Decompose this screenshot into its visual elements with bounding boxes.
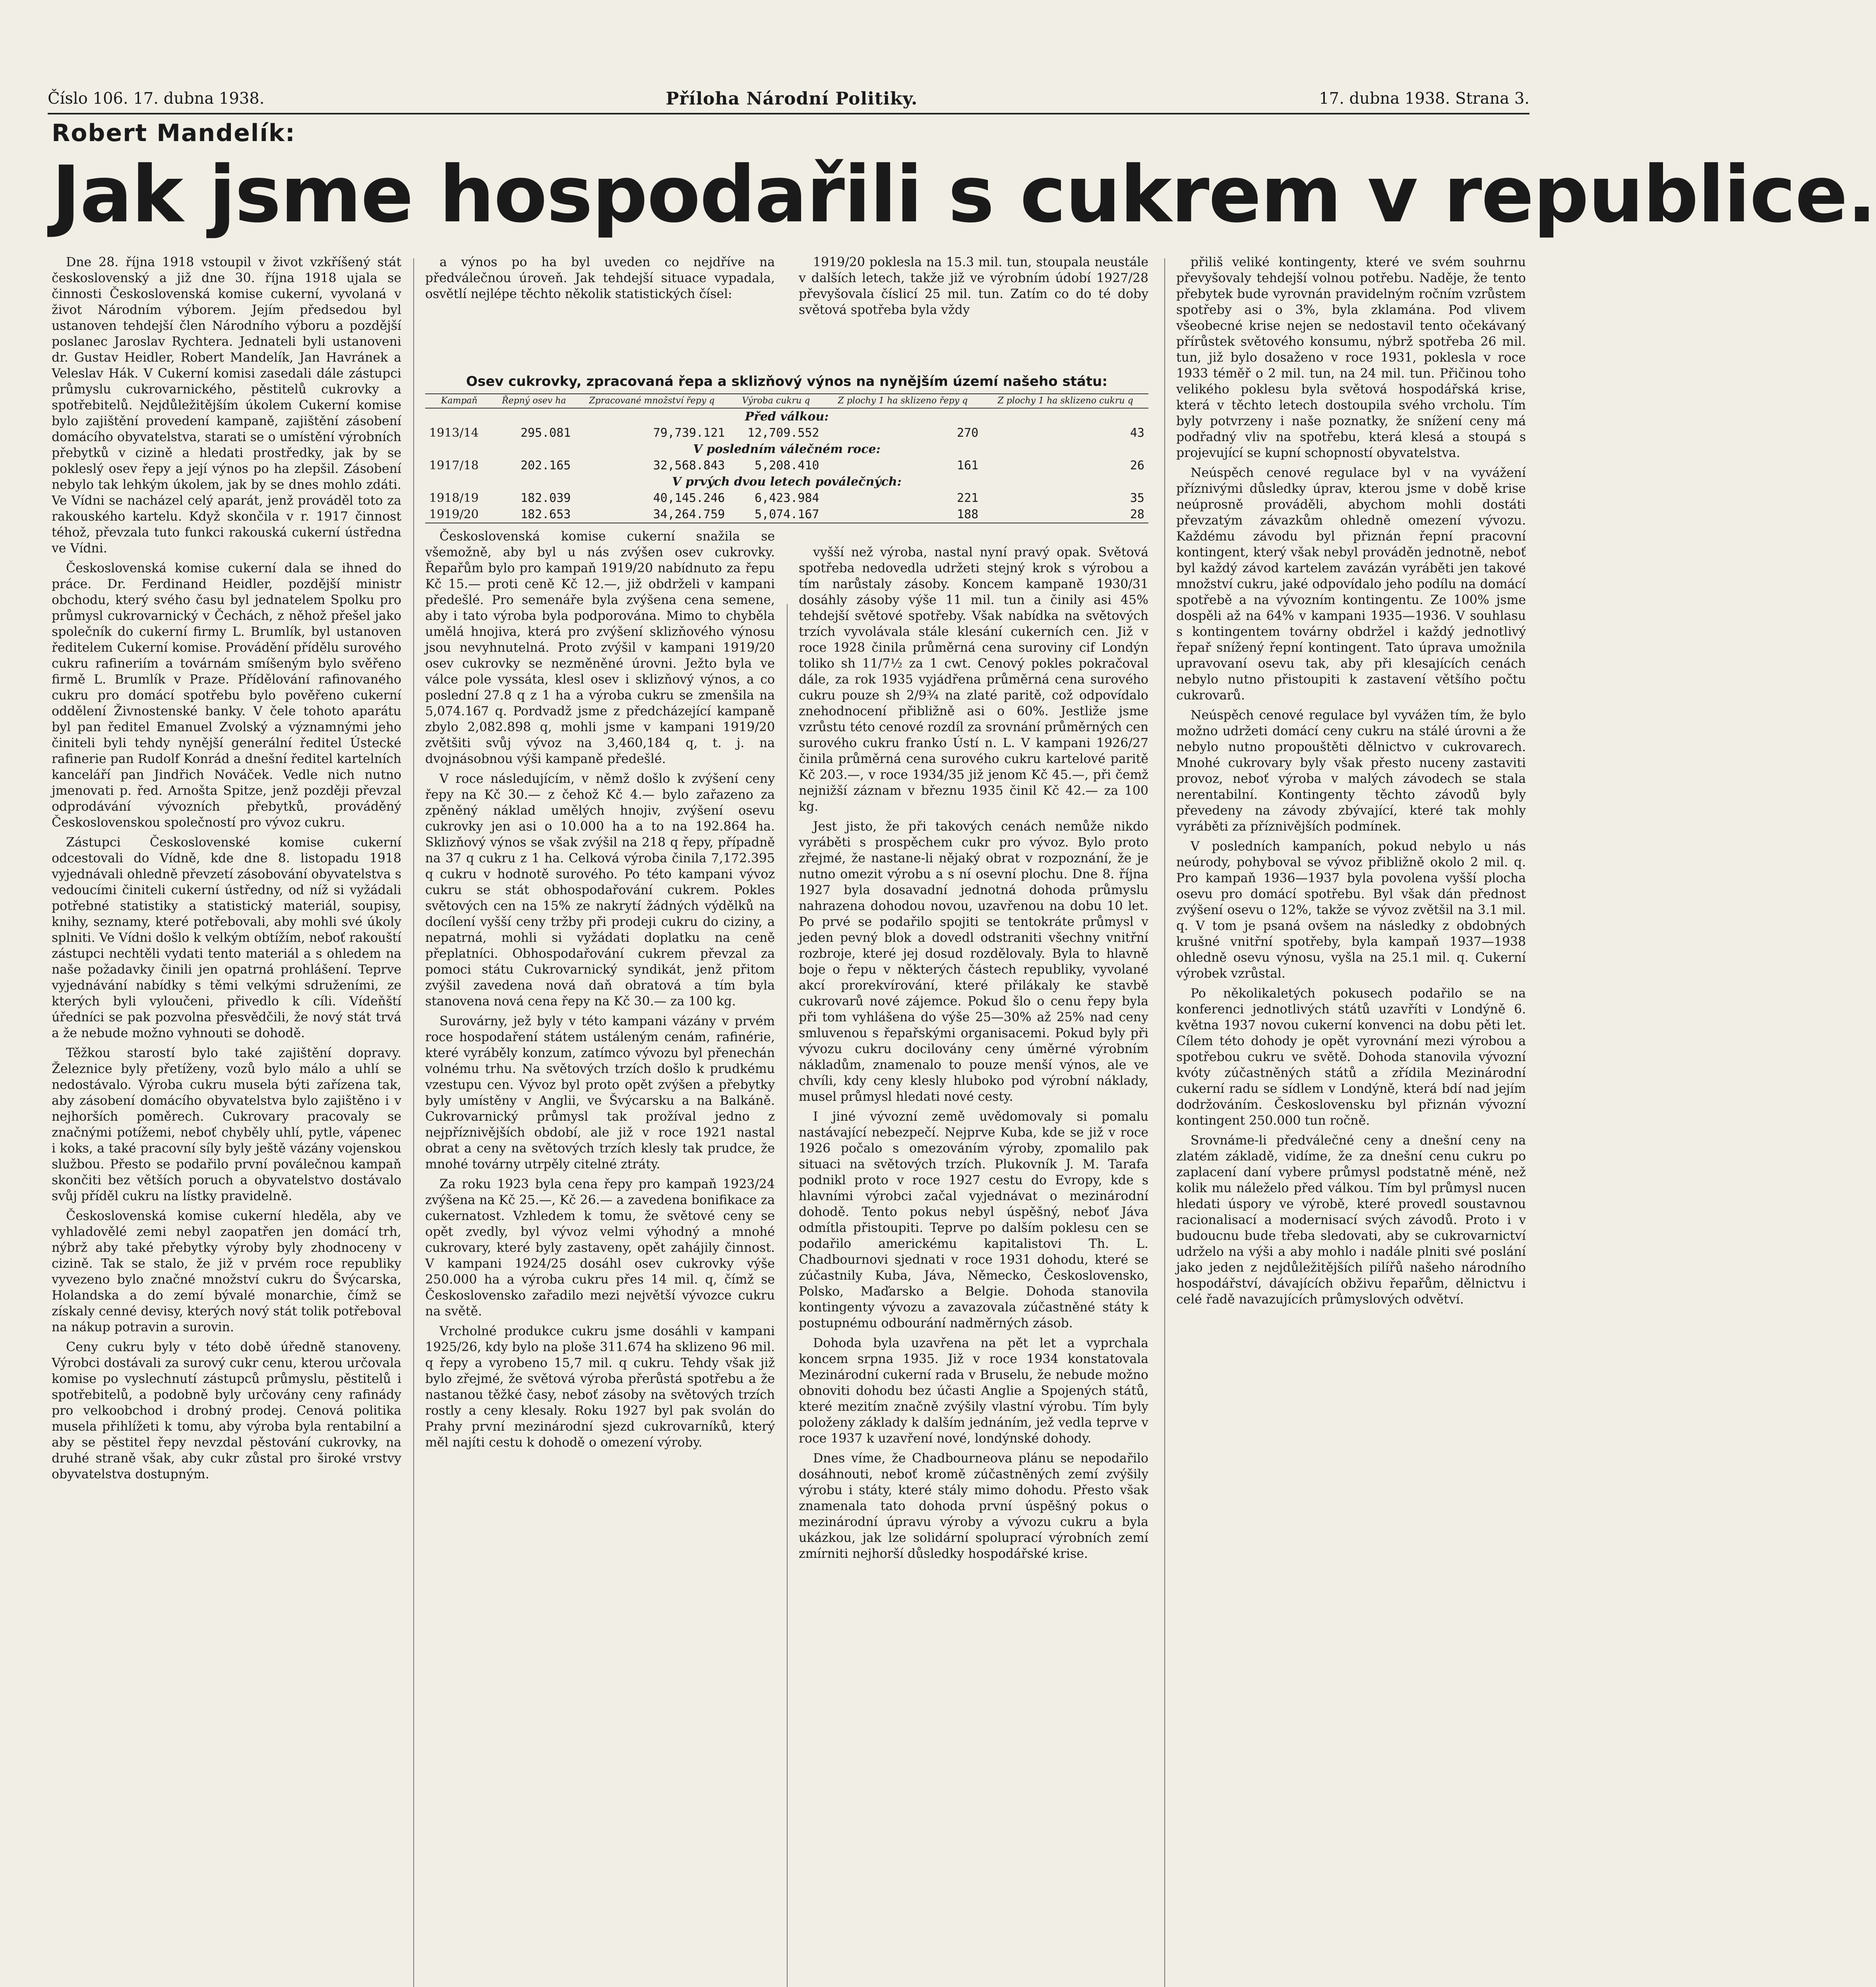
- column-divider: [413, 258, 414, 1987]
- cell-cukr: 5,074.167: [729, 506, 823, 523]
- article-headline: Jak jsme hospodařili s cukrem v republice.: [52, 149, 1876, 240]
- section-label: Před válkou:: [745, 410, 829, 424]
- cell-repa-ha: 270: [957, 426, 979, 440]
- cell-osev: 202.165: [520, 459, 571, 473]
- text-column-1: [52, 254, 401, 1987]
- cell-year: 1918/19: [429, 491, 479, 505]
- table-section-row: [425, 441, 1148, 457]
- table-row: [425, 490, 1148, 506]
- paragraph: V roce následujícím, v němž došlo k zvýšení ceny řepy na Kč 30.— z čehož Kč 4.— bylo zařazeno za zpěněný náklad umělých hnojiv, zvýšení osevu cukrovky jen asi o 10.000 ha a to na 192.864 ha. Sklizňový výnos se však zvýšil na 218 q řepy, případně na 37 q cukru z 1 ha. Celková výroba činila 7,172.395 q cukru v hodnotě surového. Po této kampani vývoz cukru se stát obhospodařování cukrem. Pokles světových cen na 15% ze nakrytí žádných výdělků na docílení vyšší ceny tržby při prodeji cukru do ciziny, a nepatrná, mohli si vyžádati doplatku na ceně přeplatníci. Obhospodařování cukrem převzal za pomoci státu Cukrovarnický syndikát, jenž přitom zvýšil zavedena nová daň obratová a tím byla stanovena nová cena řepy na Kč 30.— za 100 kg.: [425, 772, 775, 1009]
- paragraph: Po několikaletých pokusech podařilo se na konferenci jednotlivých států uzavříti v Londýně 6. května 1937 novou cukerní konvenci na dobu pěti let. Cílem této dohody je opět vyrovnání mezi výrobou a spotřebou cukru ve světě. Dohoda stanovila vývozní kvóty zúčastněných států a zřídila Mezinárodní cukerní radu se sídlem v Londýně, která bdí nad jejím dodržováním. Československu byl přiznán vývozní kontingent 250.000 tun ročně.: [1176, 986, 1526, 1128]
- table-row: [425, 506, 1148, 523]
- paragraph: 1919/20 poklesla na 15.3 mil. tun, stoupala neustále v dalších letech, takže již ve výrobním údobí 1927/28 převyšovala číslicí 25 mil. tun. Zatím co do té doby světová spotřeba byla vždy: [799, 255, 1148, 317]
- supplement-title: Příloha Národní Politiky.: [666, 88, 918, 109]
- section-label: V posledním válečném roce:: [693, 442, 881, 456]
- cell-cukr-ha: 26: [1130, 459, 1144, 473]
- table-header-row: [425, 394, 1148, 408]
- cell-repa: 34,264.759: [575, 506, 729, 523]
- paragraph: Vrcholné produkce cukru jsme dosáhli v kampani 1925/26, kdy bylo na ploše 311.674 ha sklizeno 96 mil. q řepy a vyrobeno 15,7 mil. q cukru. Tehdy však již bylo zřejmé, že světová výroba přerůstá spotřebu a že nastanou těžké časy, neboť zásoby na světových trzích rostly a ceny klesaly. Roku 1927 byl pak svolán do Prahy první mezinárodní sjezd cukrovarníků, který měl najíti cestu k dohodě o omezení výroby.: [425, 1324, 775, 1450]
- column-header: Výroba cukru q: [729, 394, 823, 408]
- author-byline: Robert Mandelík:: [52, 119, 296, 147]
- paragraph: a výnos po ha byl uveden co nejdříve na předválečnou úroveň. Jak tehdejší situace vypadala, osvětlí nejlépe těchto několik statistických čísel:: [425, 255, 775, 301]
- column-header: Řepný osev ha: [493, 394, 575, 408]
- column-header: Zpracované množství řepy q: [575, 394, 729, 408]
- cell-osev: 295.081: [520, 426, 571, 440]
- paragraph: Zástupci Československé komise cukerní odcestovali do Vídně, kde dne 8. listopadu 1918 vyjednávali ohledně převzetí zásobování obyvatelstva s vedoucími činiteli cukerní ústředny, od níž si vyžádali potřebné statistiky a statistický materiál, soupisy, knihy, seznamy, které potřebovali, aby mohli své úkoly splniti. Ve Vídni došlo k velkým obtížím, neboť rakouští zástupci nechtěli vydati tento materiál a s ohledem na naše požadavky činili jen opatrná prohlášení. Teprve vyjednávání nabídky s těmi velkými sdruženími, ze kterých byli vyloučeni, přivedlo k cíli. Vídeňští úředníci se pak pozvolna přesvědčili, že nový stát trvá a že nebude možno vyhnouti se dohodě.: [52, 835, 401, 1040]
- cell-cukr-ha: 28: [982, 506, 1148, 523]
- paragraph: Srovnáme-li předválečné ceny a dnešní ceny na zlatém základě, vidíme, že za dnešní cenu cukru po zaplacení daní vybere průmysl podstatně méně, než kolik mu náleželo před válkou. Tím byl průmysl nucen hledati úspory ve výrobě, které provedl soustavnou racionalisací a modernisací svých závodů. Proto i v budoucnu bude třeba sledovati, aby se cukrovarnictví udrželo na výši a aby mohlo i nadále plniti své poslání jako jeden z nejdůležitějších pilířů našeho národního hospodářství, dávajících obživu řepařům, dělnictvu i celé řadě navazujících průmyslových odvětví.: [1176, 1133, 1526, 1307]
- table-section-row: [425, 474, 1148, 490]
- column-divider: [787, 604, 788, 1987]
- column-header: Kampaň: [425, 394, 493, 408]
- cell-cukr-ha: 43: [1130, 426, 1144, 440]
- cell-repa: 32,568.843: [653, 459, 725, 473]
- cell-repa-ha: 161: [957, 459, 979, 473]
- paragraph: Dne 28. října 1918 vstoupil v život vzkříšený stát československý a již dne 30. října 1918 ujala se činnosti Československá komise cukerní, vyvolaná v život Národním výborem. Jejím předsedou byl ustanoven tehdejší člen Národního výboru a pozdější poslanec Jaroslav Rychtera. Jednateli byli ustanoveni dr. Gustav Heidler, Robert Mandelík, Jan Havránek a Veleslav Hák. V Cukerní komisi zasedali dále zástupci průmyslu cukrovarnického, pěstitelů cukrovky a spotřebitelů. Nejdůležitějším úkolem Cukerní komise bylo zajištění provedení kampaně, zajištění zásobení domácího obyvatelstva, starati se o umístění výrobních přebytků v cizině a hledati prostředky, jak by se pokleslý osev řepy a její výnos po ha zlepšil. Zásobení nebylo tak lehkým úkolem, jak by se dnes mohlo zdáti. Ve Vídni se nacházel celý aparát, jenž prováděl toto za rakouského kartelu. Když skončila v r. 1917 činnost téhož, převzala tuto funkci rakouská cukerní ústředna ve Vídni.: [52, 255, 401, 556]
- cell-cukr-ha: 35: [1130, 491, 1144, 505]
- column-header: Z plochy 1 ha sklizeno cukru q: [982, 394, 1148, 408]
- paragraph: Za roku 1923 byla cena řepy pro kampaň 1923/24 zvýšena na Kč 25.—, Kč 26.— a zavedena bonifikace za cukernatost. Vzhledem k tomu, že světové ceny se opět zvedly, byl vývoz velmi výhodný a mnohé cukrovary, které byly zastaveny, opět zahájily činnost. V kampani 1924/25 dosáhl osev cukrovky výše 250.000 ha a výroba cukru přes 14 mil. q, čímž se Československo zařadilo mezi největší vývozce cukru na světě.: [425, 1177, 775, 1319]
- cell-osev: 182.653: [493, 506, 575, 523]
- paragraph: přiliš veliké kontingenty, které ve svém souhrnu převyšovaly tehdejší volnou potřebu. Naděje, že tento přebytek bude vyrovnán pravidelným ročním vzrůstem spotřeby asi o 3%, byla zklamána. Pod vlivem všeobecné krise nejen se nedostavil tento očekávaný přírůstek světového konsumu, nýbrž spotřeba 26 mil. tun, již bylo dosaženo v roce 1931, poklesla v roce 1933 téměř o 2 mil. tun, na 24 mil. tun. Přičinou toho velikého poklesu byla světová hospodářská krise, která v těchto letech dostoupila svého vrcholu. Tím byly potvrzeny i naše poznatky, že snížení ceny má podřadný vliv na spotřebu, která klesá a stoupá s projevující se kupní schopností obyvatelstva.: [1176, 255, 1526, 460]
- table-section-row: [425, 408, 1148, 425]
- paragraph: Dohoda byla uzavřena na pět let a vyprchala koncem srpna 1935. Již v roce 1934 konstatovala Mezinárodní cukerní rada v Bruselu, že nebude možno obnoviti dohodu bez účasti Anglie a Spojených států, které mezitím značně zvýšily vlastní výrobu. Tím byly položeny základy k dalším jednáním, jež vedla teprve v roce 1937 k uzavření nové, londýnské dohody.: [799, 1336, 1148, 1446]
- cell-repa-ha: 221: [957, 491, 979, 505]
- paragraph: V posledních kampaních, pokud nebylo u nás neúrody, pohyboval se vývoz přibližně okolo 2 mil. q. Pro kampaň 1936—1937 byla povolena vyšší plocha osevu pro domácí spotřebu. Byl však dán přednost zvýšení osevu o 12%, takže se vývoz zvětšil na 3.1 mil. q. V tom je psaná ovšem na následky z obdobných krušné vnitřní spotřeby, byla kampaň 1937—1938 ohledně osevu výnosu, vyšla na 25.1 mil. q. Cukerní výrobek vzrůstal.: [1176, 839, 1526, 981]
- paragraph: vyšší než výroba, nastal nyní pravý opak. Světová spotřeba nedovedla udržeti stejný krok s výrobou a tím narůstaly zásoby. Koncem kampaně 1930/31 dosáhly zásoby výše 11 mil. tun a činily asi 45% tehdejší světové spotřeby. Však nabídka na světových trzích vyvolávala stále klesání cukerních cen. Již v roce 1928 činila průměrná cena suroviny cif Londýn toliko sh 11/7½ za 1 cwt. Cenový pokles pokračoval dále, za rok 1935 vyjádřena průměrná cena surového cukru pouze sh 2/9¾ na zlaté paritě, což odpovídalo znehodnocení přibližně asi o 60%. Jestliže jsme vzrůstu této cenové rozdíl za srovnání průměrných cen surového cukru franko Ústí n. L. V kampani 1926/27 činila průměrná cena surového cukru kartelové paritě Kč 203.—, v roce 1934/35 již jenom Kč 45.—, při čemž nejnižší záznam v březnu 1935 činil Kč 42.— za 100 kg.: [799, 545, 1148, 814]
- statistics-table-block: [425, 374, 1148, 523]
- page-number: 17. dubna 1938. Strana 3.: [1319, 89, 1529, 108]
- paragraph: Jest jisto, že při takových cenách nemůže nikdo vyráběti s prospěchem cukr pro vývoz. Bylo proto zřejmé, že nastane-li nějaký obrat v rozpoznání, že je nutno omezit výrobu a s ní osevní plochu. Dne 8. října 1927 byla dosavadní jednotná dohoda průmyslu nahrazena dohodou novou, uzavřenou na dobu 10 let. Po prvé se podařilo spojiti se tentokráte průmysl v jeden pevný blok a dovedl odstraniti všechny vnitřní rozbroje, které jej dosud rozdělovaly. Byla to hlavně boje o řepu v některých částech republiky, vyvolané akcí prorekvírování, které přilákaly ke stavbě cukrovarů nové zájemce. Pokud šlo o cenu řepy byla při tom vyhlášena do výše 25—30% až 25% nad ceny smluvenou s řepařskými organisacemi. Pokud byly při vývozu cukru docilovány ceny úměrné výrobním nákladům, znamenalo to pouze menší výnos, ale ve chvíli, kdy ceny klesly hluboko pod výrobní náklady, musel průmysl hledati nové cesty.: [799, 819, 1148, 1104]
- paragraph: Ceny cukru byly v této době úředně stanoveny. Výrobci dostávali za surový cukr cenu, kterou určovala komise po vyslechnutí zástupců průmyslu, pěstitelů i spotřebitelů, a podobně byly určovány ceny rafinády pro velkoobchod i drobný prodej. Cenová politika musela přihlížeti k tomu, aby výroba byla rentabilní a aby se pěstitel řepy nevzdal pěstování cukrovky, na druhé straně však, aby cukr zůstal pro široké vrstvy obyvatelstva dostupným.: [52, 1340, 401, 1482]
- paragraph: Těžkou starostí bylo také zajištění dopravy. Železnice byly přetíženy, vozů bylo málo a uhlí se nedostávalo. Výroba cukru musela býti zařízena tak, aby zásobení domácího obyvatelstva bylo zajištěno i v nejhorších poměrech. Cukrovary pracovaly se značnými potížemi, neboť chyběly uhlí, pytle, vápenec i koks, a také pracovní síly byly ještě vázány vojenskou službou. Přesto se podařilo první poválečnou kampaň skončiti bez větších poruch a obyvatelstvo dostávalo svůj příděl cukru na lístky pravidelně.: [52, 1046, 401, 1203]
- column-header: Z plochy 1 ha sklizeno řepy q: [823, 394, 983, 408]
- header-rule: [48, 113, 1529, 114]
- table-title: Osev cukrovky, zpracovaná řepa a sklizňový výnos na nynějším území našeho státu:: [466, 374, 1107, 389]
- paragraph: Neúspěch cenové regulace byl v na vyvážení příznivými důsledky úprav, kterou jsme v době krise neúprosně prováděli, abychom mohli dostáti převzatým závazkům ohledně omezení vývozu. Každému závodu byl přiznán řepní pracovní kontingent, který však nebyl prováděn jednotně, neboť byl každý závod kartelem zavázán vyráběti jen takové množství cukru, jaké odpovídalo jeho podílu na domácí spotřebě a na vývozním kontingentu. Ze 100% jsme dospěli až na 64% v kampani 1935—1936. V souhlasu s kontingentem továrny obdržel i každý jednotlivý řepař snížený řepní kontingent. Tato úprava umožnila upravovaní osevu tak, aby při klesajících cenách nebylo nutno přistoupiti k zastavení většího počtu cukrovarů.: [1176, 466, 1526, 703]
- article-body: [52, 254, 1526, 1987]
- cell-cukr: 6,423.984: [755, 491, 819, 505]
- page-header: [48, 87, 1529, 110]
- table-row: [425, 457, 1148, 474]
- cell-year: 1917/18: [429, 459, 479, 473]
- cell-osev: 182.039: [520, 491, 571, 505]
- statistics-table: [425, 393, 1148, 523]
- cell-year: 1919/20: [425, 506, 493, 523]
- issue-date: Číslo 106. 17. dubna 1938.: [48, 89, 265, 108]
- paragraph: I jiné vývozní země uvědomovaly si pomalu nastávající nebezpečí. Nejprve Kuba, kde se již v roce 1926 počalo s omezováním výroby, zpomalilo pak situaci na světových trzích. Plukovník J. M. Tarafa podnikl proto v roce 1927 cestu do Evropy, kde s hlavními výrobci začal vyjednávat o mezinárodní dohodě. Tento pokus nebyl úspěšný, neboť Jáva odmítla přistoupiti. Teprve po dalším poklesu cen se podařilo americkému kapitalistovi Th. L. Chadbournovi sjednati v roce 1931 dohodu, které se zúčastnily Kuba, Jáva, Německo, Československo, Polsko, Maďarsko a Belgie. Dohoda stanovila kontingenty vývozu a zavazovala zúčastněné státy k postupnému odbourání nadměrných zásob.: [799, 1110, 1148, 1330]
- paragraph: Surovárny, jež byly v této kampani vázány v prvém roce hospodaření státem ustáleným cenám, rafinérie, které vyráběly konzum, zatímco vývozu byl přenechán volnému trhu. Na světových trzích došlo k prudkému vzestupu cen. Vývoz byl proto opět zvýšen a přebytky byly umístěny v Anglii, ve Švýcarsku a na Balkáně. Cukrovarnický průmysl tak prožíval jedno z nejpříznivějších období, ale již v roce 1921 nastal obrat a ceny na světových trzích klesly tak prudce, že mnohé továrny utrpěly citelné ztráty.: [425, 1014, 775, 1172]
- table-row: [425, 425, 1148, 441]
- cell-cukr: 12,709.552: [747, 426, 819, 440]
- paragraph: Dnes víme, že Chadbourneova plánu se nepodařilo dosáhnouti, neboť kromě zúčastněných zemí zvýšily výrobu i státy, které stály mimo dohodu. Přesto však znamenala tato dohoda první úspěšný pokus o mezinárodní úpravu výroby a vývozu cukru a byla ukázkou, jak lze solidární spoluprací výrobních zemí zmírniti nejhorší důsledky hospodářské krise.: [799, 1451, 1148, 1561]
- column-divider: [1164, 258, 1165, 1987]
- paragraph: Československá komise cukerní dala se ihned do práce. Dr. Ferdinand Heidler, pozdější ministr obchodu, který svého času byl jednatelem Spolku pro průmysl cukrovarnický v Čechách, z něhož přešel jako společník do cukerní firmy L. Brumlík, byl ustanoven ředitelem Cukerní komise. Provádění přídělu surového cukru rafineriím a továrnám smíšeným bylo svěřeno firmě L. Brumlík v Praze. Přídělování rafinovaného cukru pro domácí spotřebu bylo pověřeno cukerní oddělení Živnostenské banky. V čele tohoto aparátu byl pan ředitel Emanuel Zvolský a významnými jeho činiteli byli tehdy nynější generální ředitel Ústecké rafinerie pan Rudolf Konrád a dnešní ředitel kartelních kanceláří pan Jindřich Nováček. Vedle nich nutno jmenovati p. řed. Arnošta Spitze, jenž později převzal odprodávání vývozních přebytků, prováděný Československou společností pro vývoz cukru.: [52, 561, 401, 830]
- section-label: V prvých dvou letech poválečných:: [672, 475, 902, 489]
- cell-cukr: 5,208.410: [755, 459, 819, 473]
- cell-repa: 40,145.246: [653, 491, 725, 505]
- paragraph: Neúspěch cenové regulace byl vyvážen tím, že bylo možno udržeti domácí ceny cukru na stálé úrovni a že nebylo nutno propouštěti dělnictvo v cukrovarech. Mnohé cukrovary byly však přesto nuceny zastaviti provoz, neboť výroba v malých závodech se stala nerentabilní. Kontingenty těchto závodů byly převedeny na závody zbývající, které tak mohly vyráběti za příznivějších podmínek.: [1176, 708, 1526, 834]
- cell-repa: 79,739.121: [653, 426, 725, 440]
- text-column-4: [1176, 254, 1526, 1987]
- paragraph: Československá komise cukerní snažila se všemožně, aby byl u nás zvýšen osev cukrovky. Řepařům bylo pro kampaň 1919/20 nabídnuto za řepu Kč 15.— proti ceně Kč 12.—, již obdrželi v kampani předešlé. Pro semenáře byla zvýšena cena semene, aby i tato výroba byla podporována. Mimo to chyběla umělá hnojiva, která pro zvýšení sklizňového výnosu jsou nevyhnutelná. Proto zvýšil v kampani 1919/20 osev cukrovky se nezměněné úrovni. Ježto byla ve válce pole vyssáta, klesl osev i sklizňový výnos, a co poslední 27.8 q z 1 ha a výroba cukru se zmenšila na 5,074.167 q. Pordvadž jsme z předcházející kampaně zbylo 2,082.898 q, mohli jsme v kampani 1919/20 zvětšiti svůj vývoz na 3,460,184 q, t. j. na dvojnásobnou výši kampaně předešlé.: [425, 529, 775, 766]
- cell-year: 1913/14: [429, 426, 479, 440]
- cell-repa-ha: 188: [823, 506, 983, 523]
- paragraph: Československá komise cukerní hleděla, aby ve vyhladovělé zemi nebyl zaopatřen jen domácí trh, nýbrž aby také přebytky výroby byly zhodnoceny v cizině. Tak se stalo, že již v prvém roce republiky vyvezeno bylo značné množství cukru do Švýcarska, Holandska a do zemí bývalé monarchie, čímž se získaly cenné devisy, kterých nový stát tolik potřeboval na nákup potravin a surovin.: [52, 1209, 401, 1334]
